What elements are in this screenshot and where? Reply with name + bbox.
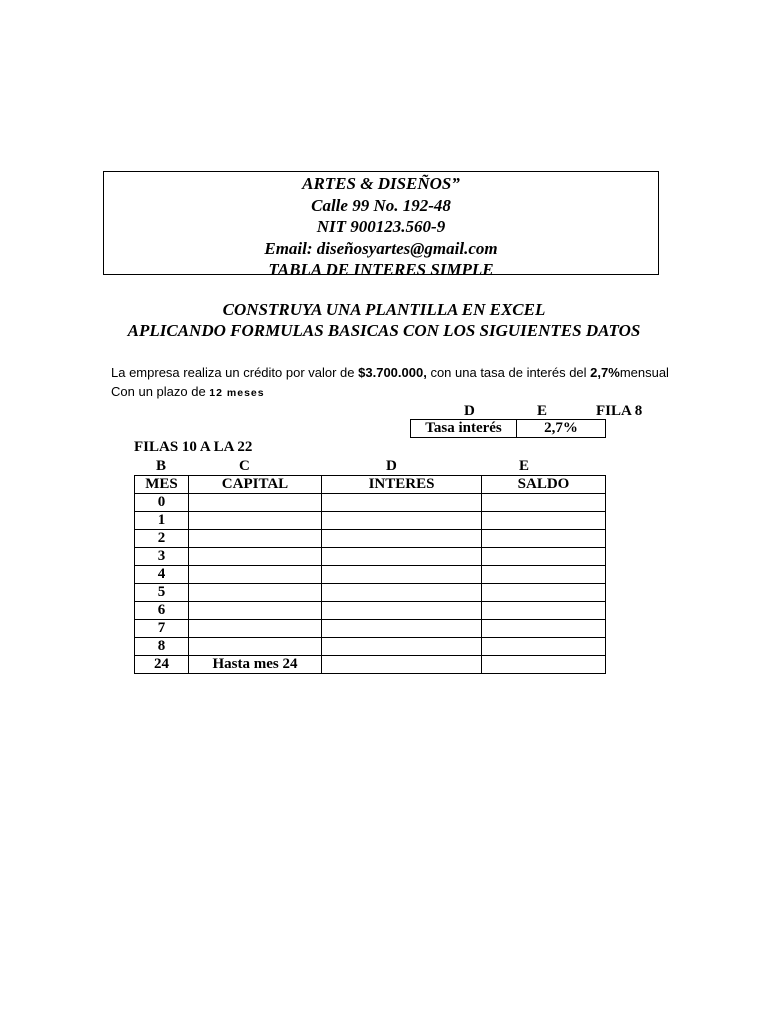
instruction-line-2: APLICANDO FORMULAS BASICAS CON LOS SIGUIENTES DATOS xyxy=(127,321,641,340)
row-label-fila-8: FILA 8 xyxy=(596,403,643,419)
capital-cell xyxy=(189,620,322,638)
table-row xyxy=(135,638,606,656)
mes-cell: 8 xyxy=(135,638,189,656)
mes-cell: 7 xyxy=(135,620,189,638)
saldo-cell xyxy=(482,494,606,512)
capital-cell xyxy=(189,638,322,656)
table-row xyxy=(135,548,606,566)
header-saldo: SALDO xyxy=(482,476,606,494)
saldo-cell xyxy=(482,656,606,674)
header-interes: INTERES xyxy=(322,476,482,494)
saldo-cell xyxy=(482,602,606,620)
table-header-row xyxy=(135,476,606,494)
interes-cell xyxy=(322,566,482,584)
interes-cell xyxy=(322,584,482,602)
term-prefix: Con un plazo de xyxy=(111,384,210,399)
table-row xyxy=(135,602,606,620)
loan-amount: $3.700.000, xyxy=(358,365,427,380)
capital-cell xyxy=(189,512,322,530)
company-nit: NIT 900123.560-9 xyxy=(316,217,446,236)
column-letter-e: E xyxy=(537,403,548,419)
statement-text-1: La empresa realiza un crédito por valor de xyxy=(111,365,359,380)
interes-cell xyxy=(322,548,482,566)
column-letter-d: D xyxy=(464,403,475,419)
interes-cell xyxy=(322,530,482,548)
document-subtitle: TABLA DE INTERES SIMPLE xyxy=(268,260,494,279)
saldo-cell xyxy=(482,584,606,602)
header-mes: MES xyxy=(135,476,189,494)
capital-cell xyxy=(189,602,322,620)
mes-cell: 5 xyxy=(135,584,189,602)
table-row xyxy=(135,512,606,530)
mes-cell: 24 xyxy=(135,656,189,674)
capital-cell xyxy=(189,548,322,566)
saldo-cell xyxy=(482,548,606,566)
column-letter-c: C xyxy=(239,458,250,474)
mes-cell: 4 xyxy=(135,566,189,584)
saldo-cell xyxy=(482,566,606,584)
loan-term: 12 meses xyxy=(209,387,265,399)
saldo-cell xyxy=(482,638,606,656)
instruction-line-1: CONSTRUYA UNA PLANTILLA EN EXCEL xyxy=(222,300,546,319)
mes-cell: 1 xyxy=(135,512,189,530)
capital-cell xyxy=(189,530,322,548)
company-name: ARTES & DISEÑOS” xyxy=(302,174,460,193)
rate-value-cell: 2,7% xyxy=(517,420,606,438)
capital-cell xyxy=(189,494,322,512)
table-row xyxy=(135,584,606,602)
statement-text-3: mensual xyxy=(619,365,669,380)
interes-cell xyxy=(322,620,482,638)
mes-cell: 0 xyxy=(135,494,189,512)
problem-statement-line-2 xyxy=(111,384,265,401)
saldo-cell xyxy=(482,512,606,530)
interest-table xyxy=(134,475,606,674)
capital-cell xyxy=(189,584,322,602)
table-row xyxy=(135,566,606,584)
capital-cell xyxy=(189,566,322,584)
capital-cell: Hasta mes 24 xyxy=(189,656,322,674)
table-row xyxy=(135,656,606,674)
rate-label-cell: Tasa interés xyxy=(411,420,517,438)
rate-row xyxy=(411,420,606,438)
column-letter-d: D xyxy=(386,458,397,474)
saldo-cell xyxy=(482,530,606,548)
company-header xyxy=(103,171,659,279)
column-letter-b: B xyxy=(156,458,167,474)
interes-cell xyxy=(322,512,482,530)
column-letter-e: E xyxy=(519,458,530,474)
interes-cell xyxy=(322,602,482,620)
company-email: Email: diseñosyartes@gmail.com xyxy=(264,238,498,258)
problem-statement-line-1 xyxy=(111,365,669,381)
saldo-cell xyxy=(482,620,606,638)
company-address: Calle 99 No. 192-48 xyxy=(311,195,451,215)
table-row xyxy=(135,530,606,548)
table-row xyxy=(135,620,606,638)
rate-table xyxy=(410,419,606,438)
mes-cell: 3 xyxy=(135,548,189,566)
mes-cell: 6 xyxy=(135,602,189,620)
table-row xyxy=(135,494,606,512)
rows-range-label: FILAS 10 A LA 22 xyxy=(134,439,253,455)
statement-text-2: con una tasa de interés del xyxy=(426,365,591,380)
mes-cell: 2 xyxy=(135,530,189,548)
interest-rate: 2,7% xyxy=(590,365,620,380)
interes-cell xyxy=(322,494,482,512)
header-capital: CAPITAL xyxy=(189,476,322,494)
interes-cell xyxy=(322,656,482,674)
interes-cell xyxy=(322,638,482,656)
